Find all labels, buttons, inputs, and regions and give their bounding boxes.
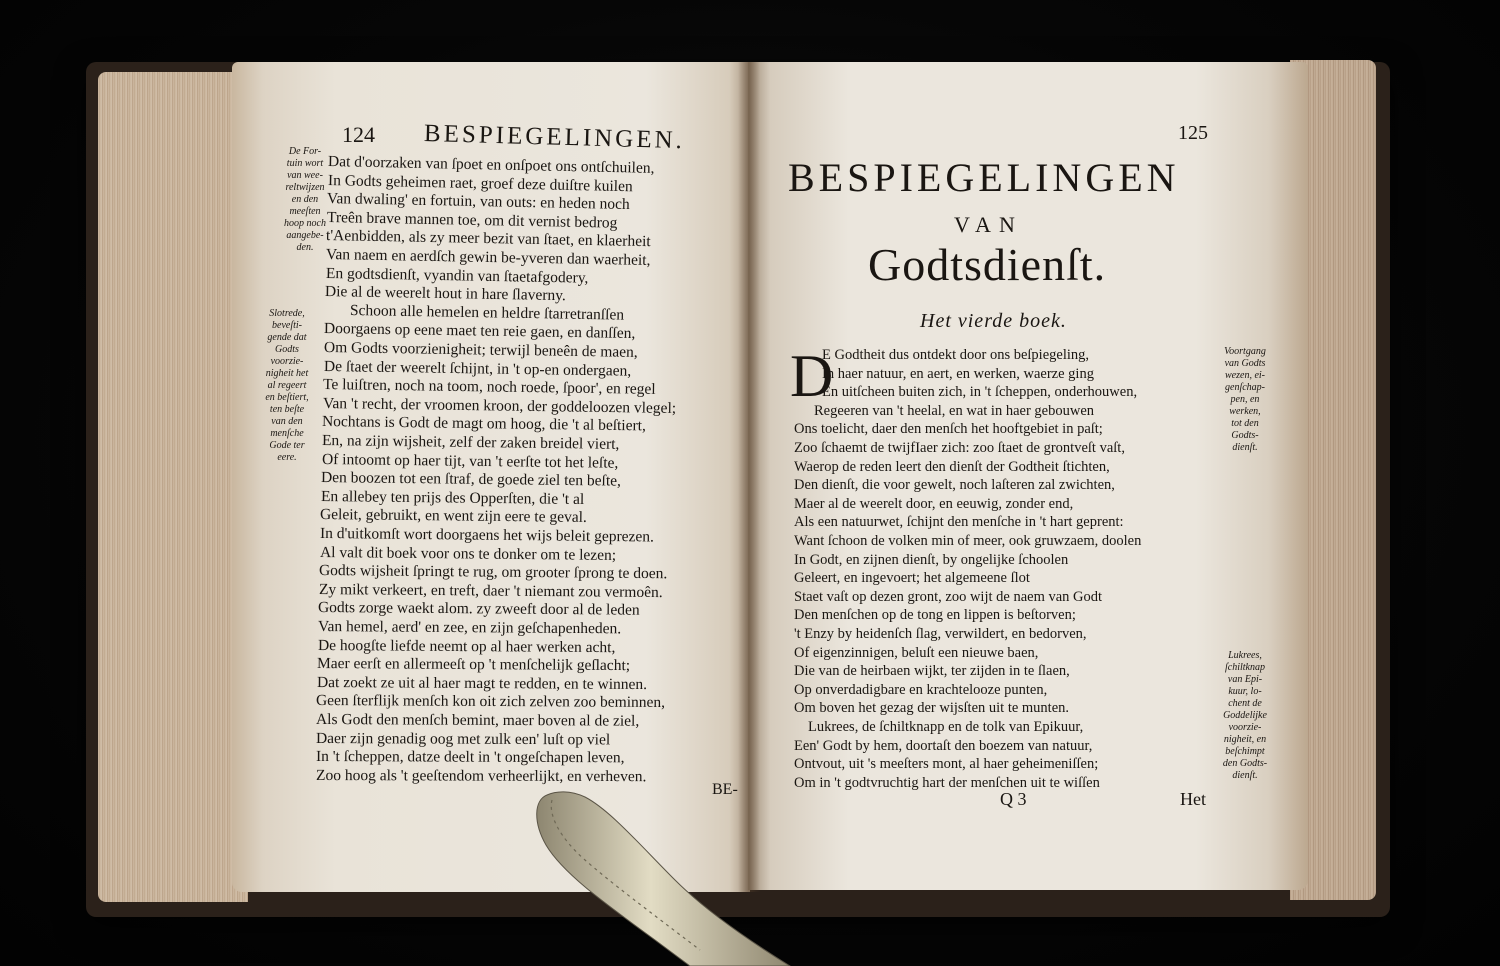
verse-line: Al valt dit boek voor ons te donker om te lezen; xyxy=(319,543,616,564)
gloss-line: van Godts xyxy=(1224,358,1266,369)
gloss-line: ſchiltknap xyxy=(1225,662,1265,673)
gloss-line: nigheit, en xyxy=(1223,734,1267,745)
gloss-line: eere. xyxy=(277,452,297,463)
verse-line: De hoogſte liefde neemt op al haer werken acht, xyxy=(317,636,616,656)
verse-line: In Godts geheimen raet, groef deze duiſtre kuilen xyxy=(327,171,633,195)
verse-line: Nochtans is Godt de magt om hoog, die 't al beſtiert, xyxy=(322,413,647,435)
gloss-line: beveſti- xyxy=(272,320,302,331)
verse-line: t'Aenbidden, als zy meer bezit van ſtaet, en klaerheit xyxy=(326,227,652,251)
verse-line: En, na zijn wijsheit, zelf der zaken breidel viert, xyxy=(321,432,620,453)
page-title: BESPIEGELINGEN xyxy=(788,155,1180,200)
verse-line: Van hemel, aerd' en zee, en zijn geſchapenheden. xyxy=(317,618,622,638)
gloss-line: kuur, lo- xyxy=(1228,686,1262,697)
verse-line: Godts zorge waekt alom. zy zweeft door al de leden xyxy=(318,599,641,620)
verse-line: Te luiſtren, noch na toom, noch roede, ſpoor', en regel xyxy=(323,376,656,399)
verse-line: Staet vaſt op dezen gront, zoo wijt de naem van Godt xyxy=(794,588,1103,605)
verse-line: Dat zoekt ze uit al haer magt te redden, en te winnen. xyxy=(316,673,647,693)
right-page-number: 125 xyxy=(1178,122,1208,144)
gloss-line: dienſt. xyxy=(1232,442,1258,453)
gloss-line: menſche xyxy=(270,428,304,439)
verse-line: Den boozen tot een ſtraf, de goede ziel ten beſte, xyxy=(321,469,622,490)
gloss-line: meeſten xyxy=(289,206,321,217)
gloss-line: Goddelijke xyxy=(1223,710,1267,721)
left-catchword: BE- xyxy=(712,781,738,798)
verse-line: En godtsdienſt, vyandin van ſtaetafgodery, xyxy=(325,264,589,287)
verse-line: Als Godt den menſch bemint, maer boven al de ziel, xyxy=(315,711,640,730)
gloss-line: al regeert xyxy=(267,380,307,391)
gloss-line: nigheit het xyxy=(265,368,309,379)
verse-line: Van 't recht, der vroomen kroon, der goddeloozen vlegel; xyxy=(322,394,677,417)
verse-line: Om Godts voorzienigheit; terwijl beneên de maen, xyxy=(323,339,638,361)
gloss-line: tot den xyxy=(1231,418,1259,429)
gloss-line: den Godts- xyxy=(1222,758,1268,769)
verse-line: Zoo ſchaemt de twijfIaer zich: zoo ſtaet de grontveſt vaſt, xyxy=(794,440,1125,456)
gloss-line: beſchimpt xyxy=(1225,746,1265,757)
gloss-line: den. xyxy=(296,242,314,253)
gloss-line: gende dat xyxy=(267,332,307,343)
verse-line: Van dwaling' en fortuin, van outs: en heden noch xyxy=(327,190,631,214)
gloss-line: voorzie- xyxy=(270,356,304,367)
verse-line: Ontvout, uit 's meeſters mont, al haer geheimeniſſen; xyxy=(794,756,1099,773)
verse-line: Zoo hoog als 't geeſtendom verheerlijkt, en verheven. xyxy=(315,766,647,786)
verse-line: Den dienſt, die voor gewelt, noch laſteren zal zwichten, xyxy=(794,477,1115,494)
verse-line: In Godt, en zijnen dienſt, by ongelijke ſchoolen xyxy=(794,551,1069,568)
title-van: VAN xyxy=(954,212,1023,237)
verse-line: E Godtheit dus ontdekt door ons beſpiegeling, xyxy=(822,347,1090,363)
gloss-line: werken, xyxy=(1229,406,1261,417)
verse-line: Of eigenzinnigen, beluſt een nieuwe baen, xyxy=(794,644,1039,661)
gloss-line: pen, en xyxy=(1230,394,1260,405)
verse-line: Die al de weerelt hout in hare ſlaverny. xyxy=(325,283,567,305)
verse-line: Van naem en aerdſch gewin be-yveren dan waerheit, xyxy=(325,246,651,269)
verse-line: Geleit, gebruikt, en went zijn eere te geval. xyxy=(320,506,588,527)
gloss-line: van den xyxy=(271,416,303,427)
verse-line: Dat d'oorzaken van ſpoet en onſpoet ons ontſchuilen, xyxy=(327,153,655,177)
verse-line: Maer al de weerelt door, en eeuwig, zonder end, xyxy=(794,495,1074,512)
verse-line: Daer zijn genadig oog met zulk een' luſt op viel xyxy=(315,729,611,748)
verse-line: Doorgaens op eene maet ten reie gaen, en danſſen, xyxy=(324,320,636,343)
verse-line: Den menſchen op de tong en lippen is beſtorven; xyxy=(794,607,1076,624)
gloss-line: genſchap- xyxy=(1225,382,1265,393)
gloss-line: ten beſte xyxy=(269,404,305,415)
verse-line: Geleert, en ingevoert; het algemeene ſlot xyxy=(794,570,1030,587)
verse-line: Ons toelicht, daer den menſch het hooftgebiet in paſt; xyxy=(794,421,1103,438)
verse-line: Schoon alle hemelen en heldre ſtarretranſſen xyxy=(349,301,625,324)
gloss-line: Slotrede, xyxy=(269,308,305,319)
verse-line: Regeeren van 't heelal, en wat in haer gebouwen xyxy=(814,402,1095,419)
verse-line: Om boven het gezag der wijsſten uit te munten. xyxy=(794,700,1070,717)
gloss-line: dienſt. xyxy=(1232,770,1258,781)
verse-line: Waerop de reden leert den dienſt der Godtheit ſtichten, xyxy=(794,458,1110,475)
gloss-line: reltwijzen xyxy=(285,182,325,193)
gloss-line: hoop noch xyxy=(284,218,326,229)
right-catchword: Het xyxy=(1180,789,1206,809)
verse-line: Zy mikt verkeert, en treft, daer 't niemant zou vermoên. xyxy=(318,580,663,601)
verse-line: In 't ſcheppen, datze deelt in 't ongeſchapen leven, xyxy=(315,748,625,767)
verse-line: Als een natuurwet, ſchijnt den menſche in 't hart geprent: xyxy=(794,514,1124,531)
gloss-line: Godts- xyxy=(1231,430,1259,441)
verse-line: Om in 't godtvruchtig hart der menſchen uit te wiſſen xyxy=(794,774,1100,791)
gloss-line: wezen, ei- xyxy=(1225,370,1265,381)
verse-line: Of intoomt op haer tijt, van 't eerſte tot het leſte, xyxy=(321,450,619,472)
verse-line: Treên brave mannen toe, om dit vernist bedrog xyxy=(326,208,618,232)
verse-line: Een' Godt by hem, doortaſt den boezem van natuur, xyxy=(794,737,1093,754)
title-godtsdienst: Godtsdienſt. xyxy=(868,239,1107,290)
verse-line: Op onverdadigbare en krachtelooze punten, xyxy=(794,681,1048,698)
gloss-line: De For- xyxy=(288,146,322,157)
gloss-line: tuin wort xyxy=(286,158,324,169)
verse-line: In haer natuur, en aert, en werken, waerze ging xyxy=(822,365,1094,382)
gloss-line: van Epi- xyxy=(1227,674,1263,685)
verse-line: Lukrees, de ſchiltknapp en de tolk van Epikuur, xyxy=(808,719,1084,735)
verse-line: 't Enzy by heidenſch ſlag, verwildert, en bedorven, xyxy=(794,626,1087,642)
verse-line: En allebey ten prijs des Opperſten, die 't al xyxy=(320,487,585,508)
left-page-number: 124 xyxy=(342,122,375,147)
gloss-line: chent de xyxy=(1228,698,1262,709)
verse-line: Want ſchoon de volken min of meer, ook gruwzaem, doolen xyxy=(794,533,1142,549)
verse-line: Maer eerſt en allermeeſt op 't menſchelijk geſlacht; xyxy=(317,655,631,675)
verse-line: En uitſcheen buiten zich, in 't ſcheppen, onderhouwen, xyxy=(822,384,1138,401)
gloss-line: en beſtiert, xyxy=(265,392,309,403)
left-running-head: BESPIEGELINGEN. xyxy=(423,120,686,155)
gloss-line: Lukrees, xyxy=(1228,650,1262,661)
verse-line: Die van de heirbaen wijkt, ter zijden in te ſlaen, xyxy=(794,663,1070,680)
gloss-line: Gode ter xyxy=(269,440,305,451)
gloss-line: Godts xyxy=(275,344,299,355)
gloss-line: en den xyxy=(291,194,319,205)
signature-mark: Q 3 xyxy=(1000,789,1027,809)
verse-line: Geen ſterflijk menſch kon oit zich zelven zoo beminnen, xyxy=(316,692,666,712)
gloss-line: Voortgang xyxy=(1224,346,1266,357)
gloss-line: aangebe- xyxy=(286,230,324,241)
book-heading: Het vierde boek. xyxy=(920,310,1067,332)
verse-line: Godts wijsheit ſpringt te rug, om grooter ſprong te doen. xyxy=(319,562,668,583)
drop-cap: D xyxy=(790,343,835,409)
gloss-line: van wee- xyxy=(287,170,323,181)
verse-line: In d'uitkomſt wort doorgaens het wijs beleit geprezen. xyxy=(319,525,655,546)
gloss-line: voorzie- xyxy=(1228,722,1262,733)
verse-line: De ſtaet der weerelt ſchijnt, in 't op-en ondergaen, xyxy=(323,357,631,380)
